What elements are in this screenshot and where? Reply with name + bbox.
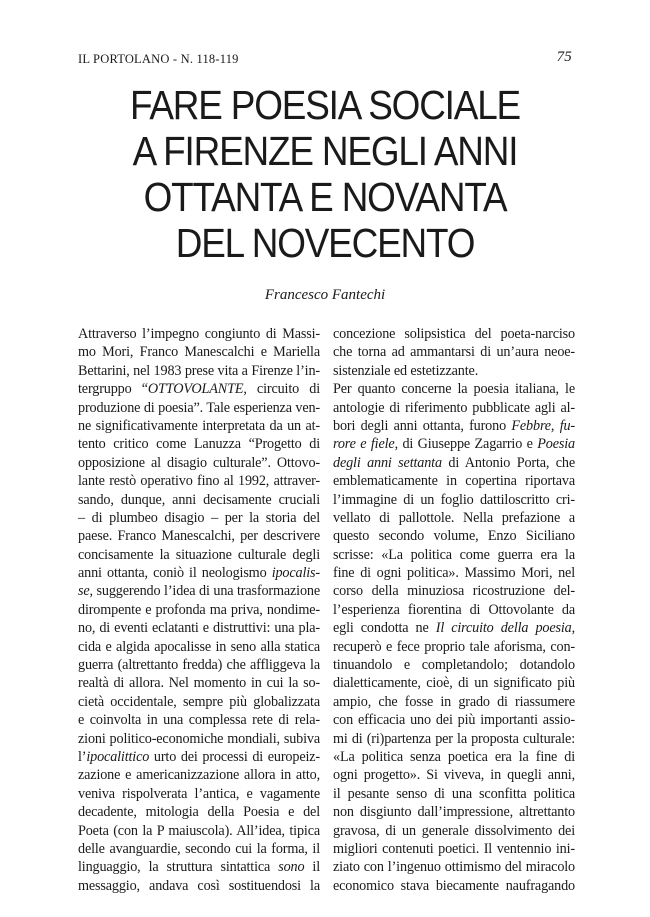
text-line — [333, 399, 575, 417]
text-line — [78, 840, 320, 858]
text-run: sando, dunque, anni decisamente cruciali — [78, 491, 320, 508]
right-column — [333, 325, 575, 895]
text-line — [333, 711, 575, 729]
text-line — [333, 564, 575, 582]
text-run: Attraverso l’impegno congiunto di Massi- — [78, 326, 320, 342]
text-run: recuperò e fece proprio tale aforisma, con- — [333, 638, 575, 655]
text-run: l’immagine di un foglio dattiloscritto cri- — [333, 491, 575, 508]
italic-text: Poesia — [537, 436, 575, 453]
text-line — [78, 766, 320, 784]
running-title: IL PORTOLANO - N. 118-119 — [78, 52, 239, 66]
text-run: concisamente la situazione culturale degli — [78, 546, 320, 563]
text-run: , di Giuseppe Zagarrio e — [394, 436, 538, 453]
text-run: questo secondo volume, Enzo Siciliano — [333, 528, 575, 545]
text-line — [333, 619, 575, 637]
italic-text: Febbre, fu- — [511, 417, 576, 434]
text-line — [333, 730, 575, 748]
text-run: ogni progetto». Si viveva, in quegli anni, — [333, 767, 575, 784]
text-line — [333, 803, 575, 821]
text-run: paese. Franco Manescalchi, per descrivere — [78, 528, 320, 545]
italic-text: degli anni settanta — [333, 454, 442, 471]
text-run: che torna ad ammantarsi di un’aura neoe- — [333, 344, 575, 361]
text-run: l’esperienza fiorentina di Ottovolante da — [333, 601, 575, 618]
text-run: ampio, che fosse in grado di riassumere — [333, 693, 575, 710]
text-run: tergruppo “ — [78, 381, 148, 398]
text-line — [333, 785, 575, 803]
text-line — [333, 822, 575, 840]
text-run: Bettarini, nel 1983 prese vita a Firenze l’in- — [78, 362, 320, 379]
text-run: no, di eventi eclatanti e distruttivi: una pla- — [78, 620, 320, 637]
text-run: urto dei processi di europeiz- — [149, 748, 320, 765]
text-line — [78, 582, 320, 600]
text-line — [333, 877, 575, 895]
italic-text: rore e fiele — [333, 436, 395, 453]
italic-text: se — [78, 583, 90, 600]
text-line — [333, 527, 575, 545]
text-run: concezione solipsistica del poeta-narciso — [333, 326, 575, 342]
text-line — [333, 656, 575, 674]
text-line — [333, 693, 575, 711]
text-line — [78, 748, 320, 766]
text-line — [78, 656, 320, 674]
text-run: delle avanguardie, secondo cui la forma, il — [78, 840, 320, 857]
text-line — [78, 362, 320, 380]
text-run: Poeta (con la P maiuscola). All’idea, tipica — [78, 822, 320, 839]
text-run: mi di (ri)partenza per la proposta culturale: — [333, 730, 575, 747]
text-line — [333, 380, 575, 398]
text-run: di Antonio Porta, che — [441, 454, 576, 471]
text-line — [78, 619, 320, 637]
text-run: egli condotta ne — [333, 620, 436, 637]
text-run: corso della minuziosa ricostruzione del- — [333, 583, 575, 600]
text-run: vellato di pallottole. Nella prefazione a — [333, 509, 575, 526]
text-run: l’ — [78, 748, 87, 765]
title-line: FARE POESIA SOCIALE — [130, 82, 520, 128]
running-head — [78, 49, 572, 70]
text-run: fine di ogni politica». Massimo Mori, nel — [333, 565, 575, 582]
text-run: «La politica senza poetica era la fine di — [333, 748, 575, 765]
text-line — [333, 638, 575, 656]
text-line — [78, 435, 320, 453]
text-run: , suggerendo l’idea di una trasformazione — [89, 583, 320, 600]
text-run: con efficacia uno dei più importanti assio- — [333, 712, 575, 729]
text-line — [78, 730, 320, 748]
text-line — [333, 748, 575, 766]
text-line — [78, 527, 320, 545]
text-run: decadente, mitologia della Poesia e del — [78, 804, 320, 821]
text-run: migliori contenuti poetici. Il ventennio ini- — [333, 840, 575, 857]
text-run: – di plumbeo disagio – per la storia del — [78, 509, 320, 526]
text-run: gravosa, di un generale dissolvimento dei — [333, 822, 575, 839]
text-line — [333, 343, 575, 361]
text-run: mo Mori, Franco Manescalchi e Mariella — [78, 344, 320, 361]
text-run: economico stava biecamente naufragando — [333, 877, 575, 894]
text-line — [333, 766, 575, 784]
text-run: scrisse: «La politica come guerra era la — [333, 546, 575, 563]
text-line — [333, 491, 575, 509]
text-run: lante restò operativo fino al 1992, attraver- — [78, 473, 320, 490]
text-run: linguaggio, la struttura sintattica — [78, 859, 279, 876]
text-run: ne significativamente interpretata da un at- — [78, 417, 320, 434]
text-run: tento critico come Lanuzza “Progetto di — [78, 436, 320, 453]
text-run: dirompente e profonda ma priva, nondime- — [78, 601, 320, 618]
text-run: opposizione al disagio culturale”. Ottovo- — [78, 454, 320, 471]
italic-text: ipocalittico — [86, 748, 150, 765]
text-line — [333, 582, 575, 600]
text-run: il pesante senso di una sconfitta politica — [333, 785, 575, 802]
text-run: anni ottanta, coniò il neologismo — [78, 565, 272, 582]
title-line: A FIRENZE NEGLI ANNI — [132, 128, 518, 174]
text-run: sistenziale ed estetizzante. — [333, 362, 479, 379]
text-run: il — [304, 859, 320, 876]
text-run: ziato con l’ingenuo ottimismo del miracolo — [333, 859, 575, 876]
text-line — [78, 601, 320, 619]
text-line — [78, 638, 320, 656]
text-line — [78, 564, 320, 582]
text-line — [333, 509, 575, 527]
text-run: bori degli anni ottanta, furono — [333, 417, 512, 434]
text-line — [333, 546, 575, 564]
text-line — [78, 417, 320, 435]
text-run: emblematicamente in copertina riportava — [333, 473, 575, 490]
text-run: zazione e americanizzazione allora in atto, — [78, 767, 320, 784]
text-run: zioni politico-economiche mondiali, subiva — [78, 730, 320, 747]
article-title — [60, 82, 590, 266]
text-line — [333, 417, 575, 435]
text-line — [78, 693, 320, 711]
text-run: antologie di riferimento pubblicate agli al- — [333, 399, 575, 416]
italic-text: ipocalis- — [271, 565, 320, 582]
text-run: dialetticamente, cioè, di un significato più — [333, 675, 575, 692]
text-line — [78, 343, 320, 361]
text-line — [333, 362, 575, 380]
text-line — [78, 491, 320, 509]
italic-text: Il circuito della poesia — [435, 620, 572, 637]
text-run: non disgiunto dall’impressione, altrettanto — [333, 804, 575, 821]
text-line — [78, 325, 320, 343]
title-line: DEL NOVECENTO — [175, 220, 475, 266]
text-line — [78, 546, 320, 564]
text-run: e coinvolta in una complessa rete di rela- — [78, 712, 320, 729]
left-column — [78, 325, 320, 895]
italic-text: sono — [278, 859, 305, 876]
text-line — [78, 674, 320, 692]
text-line — [333, 472, 575, 490]
text-run: cietà occidentale, sempre più globalizzata — [78, 693, 320, 710]
text-line — [78, 711, 320, 729]
text-line — [78, 803, 320, 821]
text-run: realtà di allora. Nel momento in cui la so- — [78, 675, 320, 692]
text-line — [333, 840, 575, 858]
text-run: Per quanto concerne la poesia italiana, le — [333, 381, 575, 398]
text-line — [78, 380, 320, 398]
italic-text: OTTOVOLANTE — [147, 381, 244, 398]
text-line — [78, 822, 320, 840]
text-line — [333, 674, 575, 692]
text-run: veniva rispolverata l’antica, e vagamente — [78, 785, 320, 802]
text-line — [78, 454, 320, 472]
text-line — [333, 435, 575, 453]
text-line — [78, 509, 320, 527]
text-line — [333, 858, 575, 876]
text-line — [78, 472, 320, 490]
text-line — [333, 454, 575, 472]
text-line — [78, 399, 320, 417]
text-line — [333, 325, 575, 343]
text-run: cida e algida apocalisse in seno alla statica — [78, 638, 320, 655]
author-byline: Francesco Fantechi — [264, 287, 386, 303]
page-number: 75 — [556, 49, 572, 65]
text-line — [333, 601, 575, 619]
text-run: , — [571, 620, 576, 637]
text-line — [78, 858, 320, 876]
text-run: produzione di poesia”. Tale esperienza ven- — [78, 399, 320, 416]
text-run: guerra (altrettanto fredda) che affliggeva la — [78, 657, 320, 674]
title-line: OTTANTA E NOVANTA — [143, 174, 507, 220]
text-line — [78, 877, 320, 895]
text-run: tinuandolo e completandolo; dotandolo — [333, 657, 575, 674]
text-line — [78, 785, 320, 803]
text-run: , circuito di — [243, 381, 320, 398]
text-run: messaggio, andava così sostituendosi la — [78, 877, 320, 894]
